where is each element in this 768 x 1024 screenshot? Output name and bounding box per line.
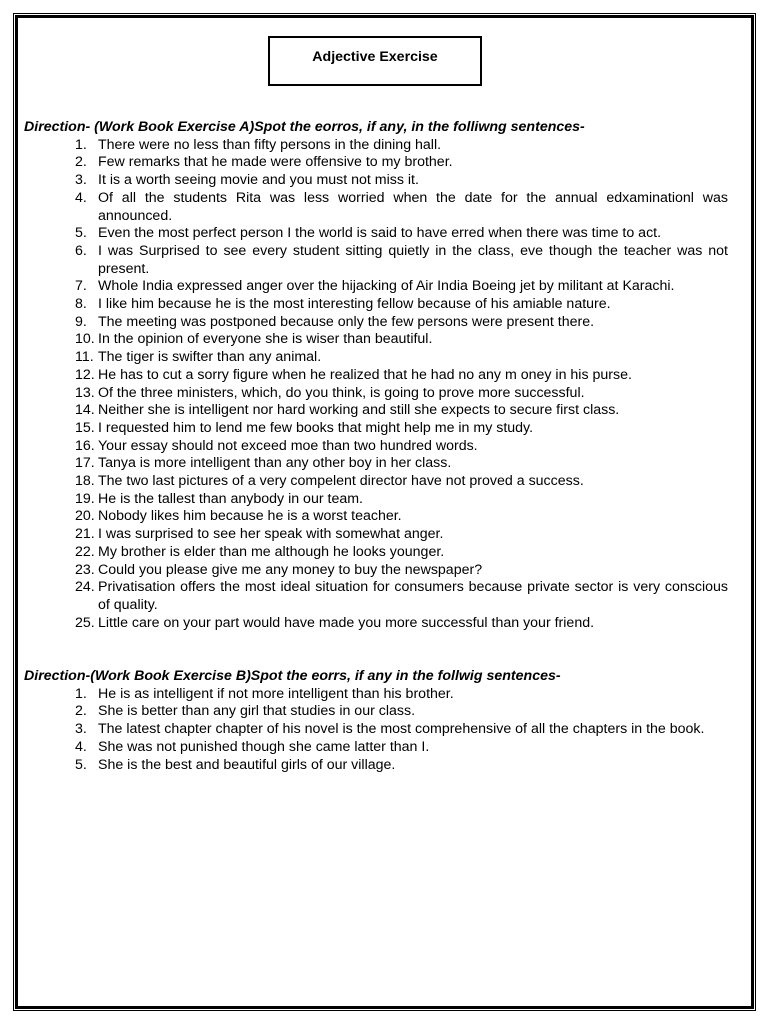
item-number: 11.	[75, 349, 94, 366]
list-item	[75, 615, 734, 633]
item-sentence: He has to cut a sorry figure when he realized that he had no any m oney in his purse.	[98, 366, 632, 383]
list-item	[75, 491, 734, 509]
item-sentence: The meeting was postponed because only the few persons were present there.	[98, 313, 595, 330]
list-item	[75, 526, 734, 544]
item-number: 1.	[75, 685, 87, 702]
list-item	[75, 225, 734, 243]
list-item	[75, 721, 734, 739]
page-title-text: Adjective Exercise	[312, 49, 438, 65]
item-number: 15.	[75, 419, 95, 436]
item-number: 9.	[75, 313, 87, 330]
item-number: 24.	[75, 579, 95, 596]
item-number: 19.	[75, 490, 95, 507]
item-sentence: Of the three ministers, which, do you think, is going to prove more successful.	[98, 384, 585, 401]
page-title	[268, 36, 482, 86]
item-sentence: I requested him to lend me few books that might help me in my study.	[98, 419, 534, 436]
item-number: 3.	[75, 172, 87, 189]
item-number: 4.	[75, 189, 87, 206]
exercise-a-direction: Direction- (Work Book Exercise A)Spot the eorros, if any, in the folliwng sentences-	[24, 119, 585, 135]
item-number: 21.	[75, 526, 95, 543]
item-number: 12.	[75, 366, 95, 383]
item-sentence: She is the best and beautiful girls of our village.	[98, 756, 396, 773]
exercise-b-list	[24, 686, 734, 775]
exercise-a-section	[24, 119, 734, 632]
item-number: 5.	[75, 756, 87, 773]
item-number: 10.	[75, 331, 95, 348]
item-sentence: Even the most perfect person I the world is said to have erred when there was time to act.	[98, 225, 662, 242]
list-item	[75, 243, 734, 278]
item-number: 13.	[75, 384, 95, 401]
item-sentence: Could you please give me any money to buy the newspaper?	[98, 561, 483, 578]
item-sentence: The two last pictures of a very compelent director have not proved a success.	[98, 473, 584, 490]
item-sentence: It is a worth seeing movie and you must not miss it.	[98, 172, 419, 189]
list-item	[75, 739, 734, 757]
list-item	[75, 402, 734, 420]
list-item	[75, 703, 734, 721]
item-number: 5.	[75, 225, 87, 242]
item-sentence: Few remarks that he made were offensive to my brother.	[98, 154, 453, 171]
list-item	[75, 686, 734, 704]
item-sentence: I was surprised to see her speak with somewhat anger.	[98, 526, 444, 543]
list-item	[75, 455, 734, 473]
item-sentence: In the opinion of everyone she is wiser than beautiful.	[98, 331, 433, 348]
item-sentence: Tanya is more intelligent than any other boy in her class.	[98, 455, 452, 472]
list-item	[75, 154, 734, 172]
item-sentence: I like him because he is the most interesting fellow because of his amiable nature.	[98, 296, 611, 313]
item-sentence: Your essay should not exceed moe than two hundred words.	[98, 437, 478, 454]
item-sentence: The latest chapter chapter of his novel is the most comprehensive of all the chapters in the book.	[98, 721, 705, 738]
list-item	[75, 349, 734, 367]
item-number: 17.	[75, 455, 95, 472]
item-sentence: There were no less than fifty persons in the dining hall.	[98, 136, 442, 153]
item-number: 14.	[75, 402, 95, 419]
item-number: 2.	[75, 703, 87, 720]
item-number: 16.	[75, 437, 95, 454]
item-number: 3.	[75, 721, 87, 738]
item-number: 8.	[75, 296, 87, 313]
item-sentence: She is better than any girl that studies in our class.	[98, 703, 416, 720]
list-item	[75, 172, 734, 190]
item-sentence: He is as intelligent if not more intelligent than his brother.	[98, 685, 454, 702]
item-sentence: Neither she is intelligent nor hard working and still she expects to secure first class.	[98, 402, 620, 419]
item-sentence: She was not punished though she came latter than I.	[98, 738, 430, 755]
item-number: 1.	[75, 136, 87, 153]
item-number: 7.	[75, 278, 87, 295]
list-item	[75, 544, 734, 562]
item-number: 4.	[75, 738, 87, 755]
list-item	[75, 367, 734, 385]
exercise-b-direction: Direction-(Work Book Exercise B)Spot the eorrs, if any in the follwig sentences-	[24, 668, 561, 684]
list-item	[75, 137, 734, 155]
list-item	[75, 438, 734, 456]
exercise-b-section	[24, 668, 734, 774]
item-number: 2.	[75, 154, 87, 171]
item-sentence: The tiger is swifter than any animal.	[98, 349, 322, 366]
item-sentence: My brother is elder than me although he looks younger.	[98, 543, 445, 560]
list-item	[75, 278, 734, 296]
list-item	[75, 757, 734, 775]
item-sentence: Nobody likes him because he is a worst teacher.	[98, 508, 402, 525]
item-number: 23.	[75, 561, 95, 578]
item-sentence: Little care on your part would have made you more successful than your friend.	[98, 614, 595, 631]
item-number: 6.	[75, 242, 87, 259]
item-sentence: Whole India expressed anger over the hijacking of Air India Boeing jet by militant at Karachi.	[98, 278, 675, 295]
item-number: 20.	[75, 508, 95, 525]
list-item	[75, 385, 734, 403]
list-item	[75, 190, 734, 225]
item-sentence: Of all the students Rita was less worried when the date for the annual edxaminationl was announced.	[98, 189, 728, 224]
list-item	[75, 420, 734, 438]
list-item	[75, 314, 734, 332]
item-number: 18.	[75, 473, 95, 490]
item-sentence: Privatisation offers the most ideal situation for consumers because private sector is very conscious of quality.	[98, 579, 728, 613]
item-number: 22.	[75, 543, 95, 560]
list-item	[75, 508, 734, 526]
list-item	[75, 579, 734, 614]
list-item	[75, 331, 734, 349]
item-sentence: He is the tallest than anybody in our team.	[98, 490, 363, 507]
list-item	[75, 296, 734, 314]
list-item	[75, 562, 734, 580]
item-number: 25.	[75, 614, 95, 631]
list-item	[75, 473, 734, 491]
item-sentence: I was Surprised to see every student sitting quietly in the class, eve though the teacher was not present.	[98, 242, 728, 277]
exercise-a-list	[24, 137, 734, 633]
